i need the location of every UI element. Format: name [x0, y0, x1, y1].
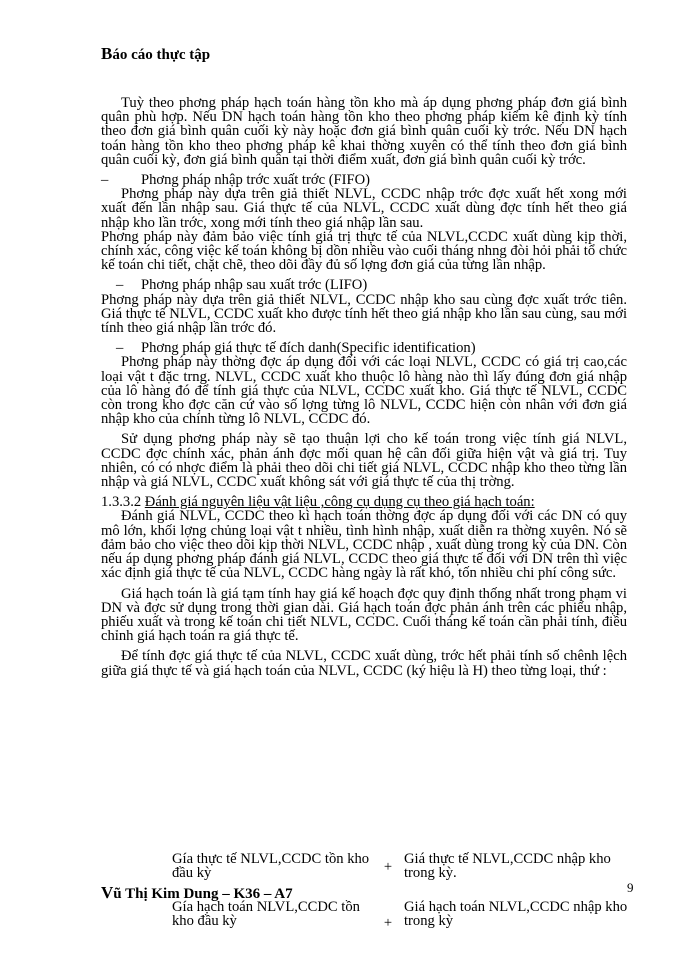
paragraph-accounting-price-3: Để tính đợc giá thực tế của NLVL, CCDC xuất dùng, trớc hết phải tính số chênh lệch giữa giá thực tế và giá hạch toán của NLVL, CCDC (ký hiệu là H) theo từng loại, thứ :	[101, 648, 627, 679]
header-text: áo cáo thực tập	[112, 47, 211, 63]
section-title: Đánh giá nguyên liệu vật liệu ,công cụ dụng cụ theo giá hạch toán:	[144, 494, 535, 511]
paragraph-fifo-2: Phơng pháp này đảm bảo việc tính giá trị thực tế của NLVL,CCDC xuất dùng kịp thời, chính xác, công việc kế toán không bị dồn nhiều vào cuối tháng nhng đòi hỏi phải tổ chức kế toán chi tiết, chặt chẽ, theo dõi đầy đủ số lợng đơn giá của từng lần nhập.	[101, 228, 627, 274]
specific-heading	[101, 341, 627, 355]
page-header	[101, 44, 210, 64]
dash-bullet-icon: –	[116, 340, 124, 357]
formula-denominator	[172, 900, 642, 930]
footer-author: ũ Thị Kim Dung – K36 – A7	[113, 886, 293, 902]
paragraph-accounting-price-1: Đánh giá NLVL, CCDC theo kì hạch toán thờng đợc áp dụng đối với các DN có quy mô lớn, khối lợng chủng loại vật t nhiều, tình hình nhập, xuất diễn ra thờng xuyên. Nó sẽ đảm bảo cho việc theo dõi kịp thời NLVL, CCDC nhập , xuất dùng trong kỳ của DN. Còn nếu áp dụng phơng pháp đánh giá NLVL, CCDC theo giá thực tế đối với DN trên thì việc xác định giá thực tế của NLVL, CCDC hàng ngày là rất khó, tốn nhiều chi phí công sức.	[101, 508, 627, 582]
paragraph-average-price: Tuỳ theo phơng pháp hạch toán hàng tồn kho mà áp dụng phơng pháp đơn giá bình quân phù hợp. Nếu DN hạch toán hàng tồn kho theo phơng pháp kiểm kê định kỳ tính theo đơn giá bình quân cuối kỳ này hoặc đơn giá bình quân cuối kỳ trớc. Nếu DN hạch toán hàng tồn kho theo phơng pháp kê khai thờng xuyên có thể tính theo đơn giá bình quân cuối kỳ, đơn giá bình quân tại thời điểm xuất, đơn giá bình quân cuối kỳ trớc.	[101, 95, 627, 168]
lifo-heading	[101, 278, 627, 292]
dash-bullet-icon: –	[116, 277, 124, 294]
section-heading	[101, 495, 627, 509]
formula-term: Gía thực tế NLVL,CCDC tồn kho đầu kỳ	[172, 851, 370, 881]
section-number: 1.3.3.2	[101, 494, 145, 511]
paragraph-specific-1: Phơng pháp này thờng đợc áp dụng đối với các loại NLVL, CCDC có giá trị cao,các loại vật t đặc trng. NLVL, CCDC xuất kho thuộc lô hàng nào thì lấy đúng đơn giá nhập của lô hàng đó để tính giá thực của NLVL, CCDC xuất kho. Giá thực tế NLVL, CCDC còn trong kho đợc căn cứ vào số lợng từng lô NLVL, CCDC hiện còn nhân với đơn giá nhập kho của chính từng lô NLVL, CCDC đó.	[101, 354, 627, 428]
fifo-title: Phơng pháp nhập trớc xuất trớc (FIFO)	[141, 172, 371, 189]
header-initial: B	[101, 44, 113, 63]
paragraph-specific-2: Sử dụng phơng pháp này sẽ tạo thuận lợi cho kế toán trong việc tính giá NLVL, CCDC đợc chính xác, phản ánh đợc mối quan hệ cân đối giữa hiện vật và giá trị. Tuy nhiên, có có nhợc điểm là phải theo dõi chi tiết giá NLVL, CCDC nhập kho theo từng lần nhập và giá NLVL, CCDC xuất không sát với giá thực tế của thị trờng.	[101, 431, 627, 491]
lifo-title: Phơng pháp nhập sau xuất trớc (LIFO)	[141, 277, 368, 294]
specific-title: Phơng pháp giá thực tế đích danh(Specific identification)	[141, 340, 476, 357]
formula-term: Giá thực tế NLVL,CCDC nhập kho trong kỳ.	[404, 851, 611, 881]
plus-icon: +	[383, 915, 393, 931]
footer-initial: V	[101, 883, 114, 902]
plus-icon: +	[383, 859, 393, 875]
formula-numerator	[172, 852, 642, 880]
paragraph-accounting-price-2: Giá hạch toán là giá tạm tính hay giá kế hoạch đợc quy định thống nhất trong phạm vi DN và đợc sử dụng trong thời gian dài. Giá hạch toán đợc phản ánh trên các phiếu nhập, phiếu xuất và trong kế toán chi tiết NLVL, CCDC. Cuối tháng kế toán cần phải tính, điều chỉnh giá hạch toán ra giá thực tế.	[101, 585, 627, 645]
paragraph-lifo-1: Phơng pháp này dựa trên giả thiết NLVL, CCDC nhập kho sau cùng đợc xuất trớc tiên. Giá thực tế NLVL, CCDC xuất kho được tính hết theo giá nhập kho lần sau cùng, sau mới tính theo giá nhập lần trớc đó.	[101, 291, 628, 337]
page-footer	[101, 883, 293, 903]
formula-term: Giá hạch toán NLVL,CCDC nhập kho trong kỳ	[404, 899, 628, 929]
dash-bullet-icon: –	[101, 172, 109, 189]
fifo-heading	[101, 173, 627, 187]
formula-term: Gía hạch toán NLVL,CCDC tồn kho đầu kỳ	[172, 899, 360, 929]
page-number: 9	[627, 880, 634, 895]
paragraph-fifo-1: Phơng pháp này dựa trên giả thiết NLVL, CCDC nhập trớc đợc xuất hết xong mới xuất đến lần nhập sau. Giá thực tế của NLVL, CCDC xuất dùng đợc tính hết theo giá nhập kho lần trớc, xong mới tính theo giá nhập lần sau.	[101, 186, 627, 231]
document-body	[101, 96, 627, 678]
